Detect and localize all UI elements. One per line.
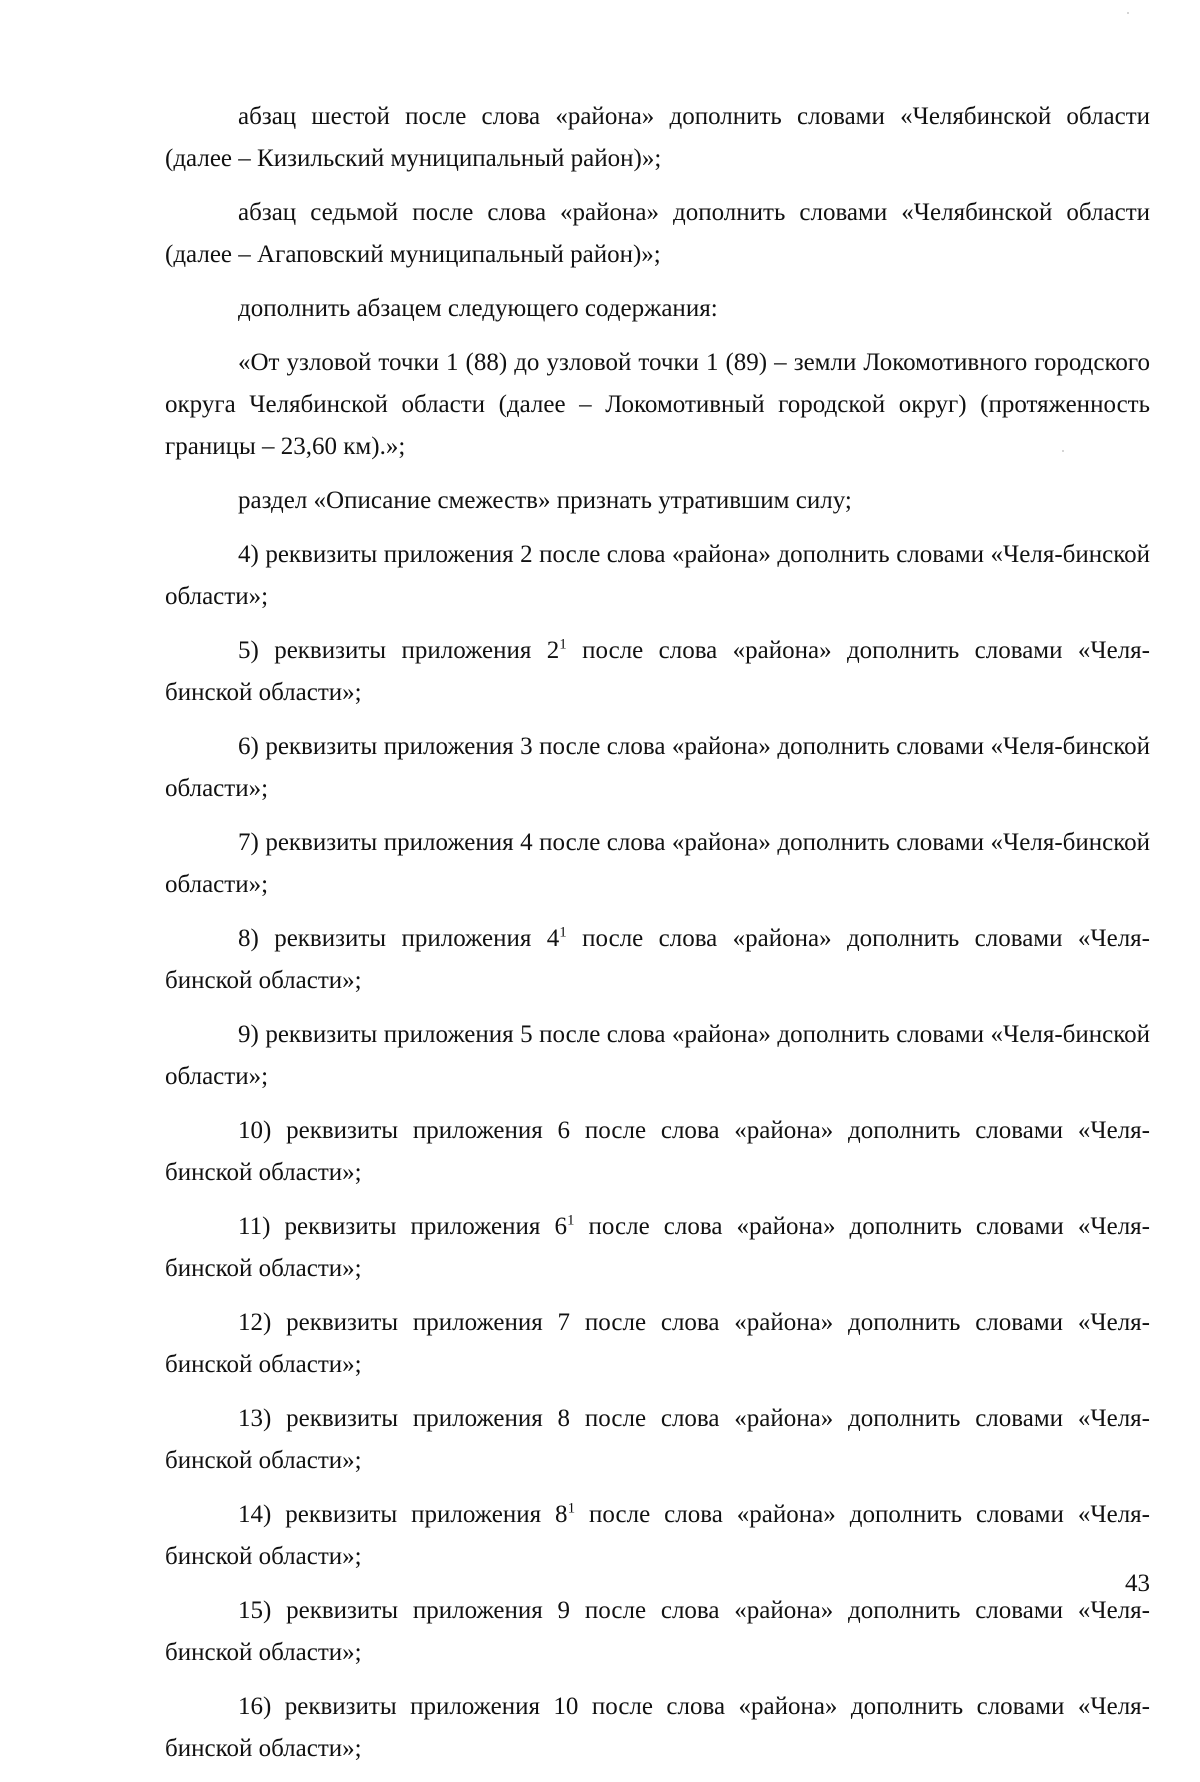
amendment-lead: 6) реквизиты приложения 3 [238,733,533,760]
amendment-rest: после слова «района» дополнить словами «Челя-бинской области»; [165,1501,1150,1570]
paragraph-2: абзац седьмой после слова «района» дополнить словами «Челябинской области (далее – Агаповский муниципальный район)»; [165,199,1150,268]
amendment-lead: 13) реквизиты приложения 8 [238,1405,571,1432]
amendment-rest: после слова «района» дополнить словами «Челя-бинской области»; [165,1693,1151,1762]
amendment-rest: после слова «района» дополнить словами «Челя-бинской области»; [165,829,1150,898]
amendment-lead: 12) реквизиты приложения 7 [238,1309,571,1336]
amendment-item [165,726,1150,810]
amendment-item [165,534,1150,618]
amendment-item [165,1590,1150,1674]
amendment-item [165,1398,1150,1482]
amendment-lead: 9) реквизиты приложения 5 [238,1021,533,1048]
paragraph-1: абзац шестой после слова «района» дополнить словами «Челябинской области (далее – Кизильский муниципальный район)»; [165,103,1150,172]
amendment-lead: 15) реквизиты приложения 9 [238,1597,571,1624]
amendment-item [165,630,1150,714]
page-number: 43 [1125,1570,1150,1597]
amendment-lead: 16) реквизиты приложения 10 [238,1693,579,1720]
document-body [165,96,1150,1782]
amendment-item [165,918,1150,1002]
amendment-lead: 4) реквизиты приложения 2 [238,541,533,568]
amendment-item [165,1206,1150,1290]
amendment-item [165,1302,1150,1386]
amendment-item [165,822,1150,906]
amendment-rest: после слова «района» дополнить словами «Челя-бинской области»; [165,1597,1150,1666]
amendment-rest: после слова «района» дополнить словами «Челя-бинской области»; [165,1117,1150,1186]
superscript: 1 [559,636,567,653]
amendment-rest: после слова «района» дополнить словами «Челя-бинской области»; [165,1309,1150,1378]
paragraph-3: дополнить абзацем следующего содержания: [238,295,718,322]
amendment-rest: после слова «района» дополнить словами «Челя-бинской области»; [165,1213,1150,1282]
amendment-lead: 11) реквизиты приложения 6 [238,1213,567,1240]
amendment-rest: после слова «района» дополнить словами «Челя-бинской области»; [165,541,1150,610]
superscript: 1 [566,1212,575,1229]
amendment-item [165,1014,1150,1098]
amendment-rest: после слова «района» дополнить словами «Челя-бинской области»; [165,1405,1150,1474]
amendment-rest: после слова «района» дополнить словами «Челя-бинской области»; [165,637,1150,706]
scan-speck [1127,12,1129,14]
amendment-lead: 5) реквизиты приложения 2 [238,637,560,664]
amendment-item [165,1686,1150,1770]
amendment-lead: 10) реквизиты приложения 6 [238,1117,571,1144]
paragraph-5: раздел «Описание смежеств» признать утратившим силу; [238,487,852,514]
amendment-item [165,1494,1150,1578]
amendment-rest: после слова «района» дополнить словами «Челя-бинской области»; [165,925,1150,994]
amendment-rest: после слова «района» дополнить словами «Челя-бинской области»; [165,733,1150,802]
paragraph-4: «От узловой точки 1 (88) до узловой точки 1 (89) – земли Локомотивного городского округа Челябинской области (далее – Локомотивный городской округ) (протяженность границы – 23,60 км).»; [165,349,1150,460]
amendment-lead: 7) реквизиты приложения 4 [238,829,533,856]
amendment-lead: 14) реквизиты приложения 8 [238,1501,568,1528]
amendment-item [165,1110,1150,1194]
superscript: 1 [559,924,567,941]
amendment-rest: после слова «района» дополнить словами «Челя-бинской области»; [165,1021,1150,1090]
amendment-lead: 8) реквизиты приложения 4 [238,925,560,952]
superscript: 1 [567,1500,576,1517]
